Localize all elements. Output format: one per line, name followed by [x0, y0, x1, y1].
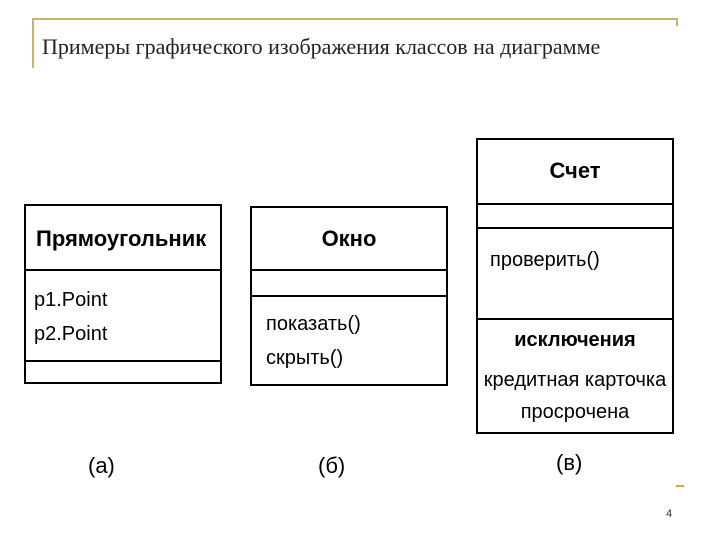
- class-name-window: Окно: [321, 226, 377, 251]
- exception-item: просрочена: [520, 401, 630, 423]
- frame-top-line: [32, 18, 678, 20]
- class-operation: показать(): [266, 313, 361, 335]
- class-box-account: [476, 138, 674, 434]
- class-name-account: Счет: [549, 158, 601, 183]
- class-attribute: p1.Point: [34, 289, 108, 311]
- class-divider: [478, 203, 672, 205]
- class-divider: [252, 269, 446, 271]
- slide-title: Примеры графического изображения классов на диаграмме: [42, 34, 601, 59]
- class-operation: проверить(): [490, 249, 600, 271]
- class-attribute: p2.Point: [34, 323, 108, 345]
- class-box-window: [250, 206, 448, 386]
- label-c: (в): [556, 450, 583, 475]
- label-b: (б): [318, 453, 346, 478]
- class-divider: [478, 227, 672, 229]
- frame-left-line: [32, 18, 34, 68]
- class-operation: скрыть(): [266, 347, 344, 369]
- frame-right-line: [676, 18, 678, 26]
- label-a: (а): [88, 453, 115, 478]
- class-divider: [478, 318, 672, 320]
- class-box-rectangle: [24, 204, 222, 384]
- class-divider: [26, 269, 220, 271]
- page-number: 4: [666, 508, 673, 520]
- class-name-rectangle: Прямоугольник: [36, 226, 207, 251]
- exception-item: кредитная карточка: [483, 369, 667, 391]
- exceptions-header: исключения: [514, 329, 636, 351]
- class-divider: [252, 295, 446, 297]
- frame-corner-tick: [676, 485, 684, 487]
- class-divider: [26, 360, 220, 362]
